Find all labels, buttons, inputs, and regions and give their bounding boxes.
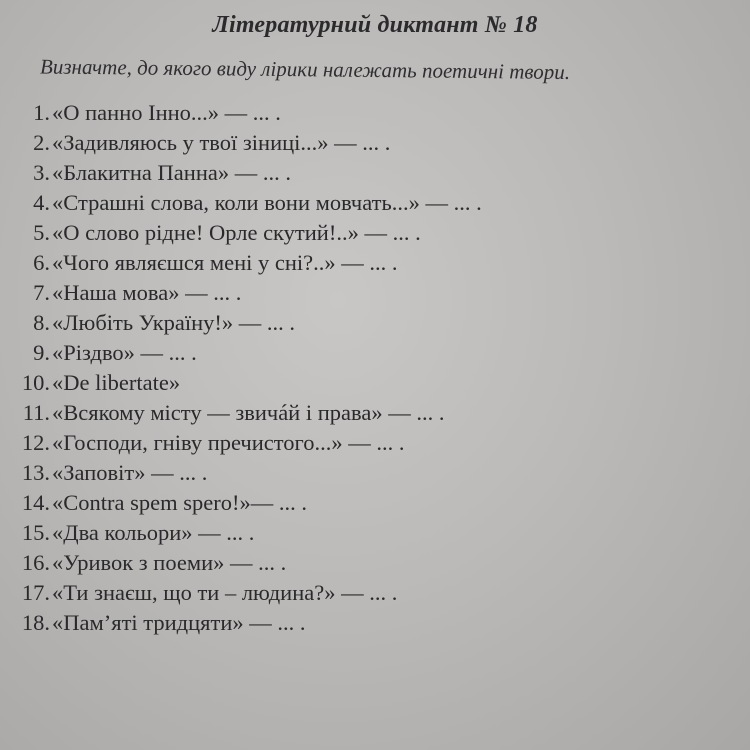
- item-text: «Любіть Україну!» — ... .: [52, 310, 296, 335]
- list-item: [0, 458, 750, 488]
- item-number: 1.: [33, 100, 50, 125]
- item-number: 6.: [33, 250, 50, 275]
- item-text: «De libertate»: [52, 370, 181, 395]
- list-item: [0, 548, 750, 578]
- list-item: [0, 608, 750, 638]
- list-item: [0, 578, 750, 608]
- item-number: 10.: [21, 370, 50, 395]
- list-item: [0, 518, 750, 548]
- item-text: «Страшні слова, коли вони мовчать...» — ... .: [52, 190, 482, 215]
- item-text: «Два кольори» — ... .: [52, 520, 255, 545]
- list-item: [0, 338, 750, 368]
- item-number: 9.: [33, 340, 50, 365]
- item-text: «Господи, гніву пречистого...» — ... .: [52, 430, 405, 455]
- list-item: [0, 488, 750, 518]
- item-text: «Contra spem spero!»— ... .: [52, 490, 307, 515]
- item-number: 13.: [21, 460, 50, 485]
- list-item: [0, 188, 750, 218]
- item-number: 12.: [21, 430, 50, 455]
- item-number: 8.: [33, 310, 50, 335]
- list-item: [0, 218, 750, 248]
- item-text: «О панно Інно...» — ... .: [52, 100, 281, 125]
- poem-list: [0, 98, 750, 638]
- item-number: 3.: [33, 160, 50, 185]
- item-text: «Чого являєшся мені у сні?..» — ... .: [52, 250, 398, 275]
- item-text: «Уривок з поеми» — ... .: [52, 550, 287, 575]
- list-item: [0, 308, 750, 338]
- item-number: 5.: [33, 220, 50, 245]
- item-number: 7.: [33, 280, 50, 305]
- item-text: «Заповіт» — ... .: [52, 460, 208, 485]
- item-number: 4.: [33, 190, 50, 215]
- item-number: 2.: [33, 130, 50, 155]
- item-text: «О слово рідне! Орле скутий!..» — ... .: [52, 220, 421, 245]
- item-number: 18.: [21, 610, 50, 635]
- item-text: «Всякому місту — звичáй і права» — ... .: [52, 400, 445, 425]
- list-item: [0, 248, 750, 278]
- list-item: [0, 368, 750, 398]
- item-number: 14.: [21, 490, 50, 515]
- task-instruction: Визначте, до якого виду лірики належать поетичні твори.: [40, 54, 570, 84]
- list-item: [0, 158, 750, 188]
- item-text: «Блакитна Панна» — ... .: [52, 160, 291, 185]
- page-title: Літературний диктант № 18: [212, 12, 538, 38]
- item-number: 16.: [21, 550, 50, 575]
- item-number: 17.: [21, 580, 50, 605]
- list-item: [0, 428, 750, 458]
- item-text: «Ти знаєш, що ти – людина?» — ... .: [52, 580, 398, 605]
- item-text: «Задивляюсь у твої зіниці...» — ... .: [52, 130, 391, 155]
- item-number: 11.: [22, 400, 50, 425]
- item-text: «Різдво» — ... .: [52, 340, 197, 365]
- item-number: 15.: [21, 520, 50, 545]
- item-text: «Пам’яті тридцяти» — ... .: [52, 610, 306, 635]
- list-item: [0, 98, 750, 128]
- list-item: [0, 128, 750, 158]
- list-item: [0, 398, 750, 428]
- list-item: [0, 278, 750, 308]
- item-text: «Наша мова» — ... .: [52, 280, 242, 305]
